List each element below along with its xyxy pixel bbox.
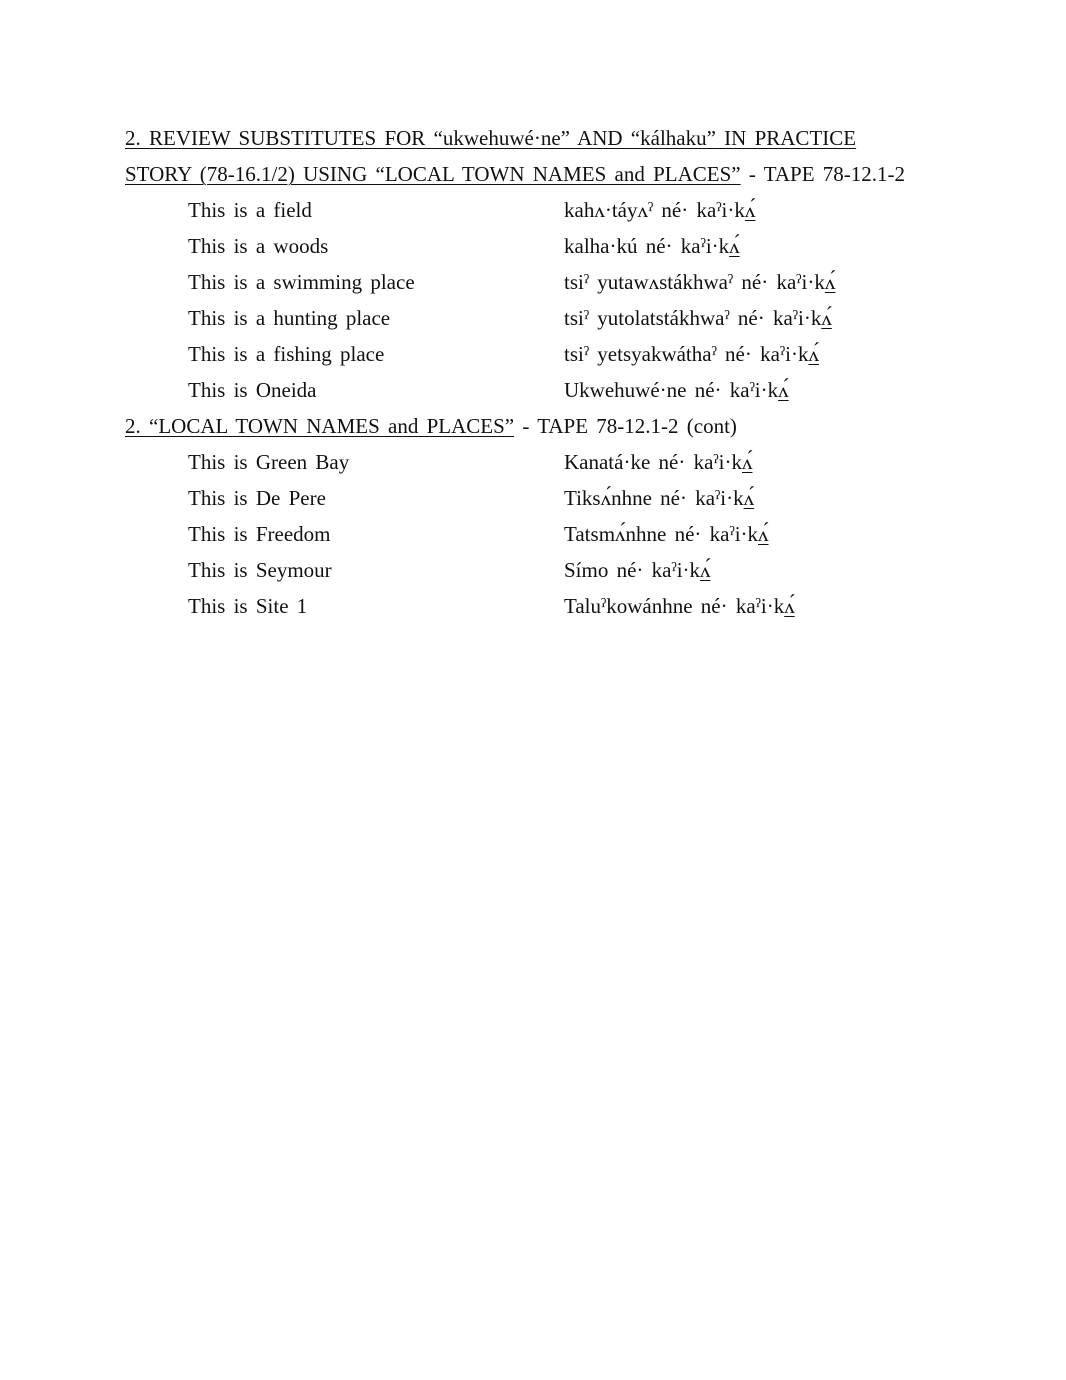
vocab-oneida-final-vowel: ʌ́ — [729, 234, 740, 258]
vocab-oneida-final-vowel: ʌ́ — [821, 306, 832, 330]
vocab-oneida-text: kahʌ·táyʌˀ né· kaˀi·k — [564, 198, 745, 222]
vocab-oneida-text: Ukwehuwé·ne né· kaˀi·k — [564, 378, 779, 402]
vocab-oneida — [564, 377, 789, 403]
section1-heading-line1 — [125, 125, 856, 151]
vocab-oneida-final-vowel: ʌ́ — [824, 270, 836, 294]
vocab-oneida — [564, 341, 819, 367]
vocab-oneida-final-vowel: ʌ́ — [808, 342, 819, 366]
vocab-oneida-text: tsiˀ yutawʌstákhwaˀ né· kaˀi·k — [564, 270, 825, 294]
vocab-oneida — [564, 269, 835, 295]
vocab-english: This is a swimming place — [188, 270, 415, 294]
vocab-oneida-final-vowel: ʌ́ — [758, 522, 769, 546]
vocab-english: This is a woods — [188, 234, 329, 258]
vocab-oneida-text: Kanatá·ke né· kaˀi·k — [564, 450, 742, 474]
vocab-english: This is Freedom — [188, 522, 331, 546]
section1-heading-line2 — [125, 161, 905, 187]
section1-heading-line2-rest: - TAPE 78-12.1-2 — [740, 162, 906, 186]
vocab-oneida-text: tsiˀ yetsyakwáthaˀ né· kaˀi·k — [564, 342, 809, 366]
vocab-oneida-text: tsiˀ yutolatstákhwaˀ né· kaˀi·k — [564, 306, 822, 330]
vocab-oneida — [564, 197, 755, 223]
vocab-english: This is Seymour — [188, 558, 332, 582]
vocab-oneida — [564, 485, 754, 511]
section1-heading-line1-text: 2. REVIEW SUBSTITUTES FOR “ukwehuwé·ne” AND “kálhaku” IN PRACTICE — [125, 126, 857, 150]
vocab-english: This is Green Bay — [188, 450, 350, 474]
vocab-oneida — [564, 233, 740, 259]
vocab-oneida-final-vowel: ʌ́ — [778, 378, 789, 402]
vocab-oneida-text: Símo né· kaˀi·k — [564, 558, 701, 582]
section1-heading-line2-underlined: STORY (78-16.1/2) USING “LOCAL TOWN NAMES and PLACES” — [125, 162, 741, 186]
section2-heading-rest: - TAPE 78-12.1-2 (cont) — [514, 414, 737, 438]
vocab-oneida — [564, 557, 711, 583]
vocab-english: This is De Pere — [188, 486, 326, 510]
vocab-oneida — [564, 305, 832, 331]
vocab-english: This is Site 1 — [188, 594, 308, 618]
vocab-english: This is a hunting place — [188, 306, 391, 330]
vocab-oneida-text: Taluˀkowánhne né· kaˀi·k — [564, 594, 785, 618]
section2-heading — [125, 413, 737, 439]
vocab-oneida-final-vowel: ʌ́ — [700, 558, 711, 582]
vocab-oneida — [564, 593, 795, 619]
vocab-oneida-final-vowel: ʌ́ — [744, 198, 756, 222]
vocab-english: This is Oneida — [188, 378, 317, 402]
vocab-english: This is a fishing place — [188, 342, 385, 366]
vocab-oneida-text: kalha·kú né· kaˀi·k — [564, 234, 730, 258]
vocab-english: This is a field — [188, 198, 312, 222]
vocab-oneida-final-vowel: ʌ́ — [743, 486, 755, 510]
vocab-oneida-text: Tiksʌ́nhne né· kaˀi·k — [564, 486, 744, 510]
vocab-oneida — [564, 449, 752, 475]
section2-heading-underlined: 2. “LOCAL TOWN NAMES and PLACES” — [125, 414, 515, 438]
vocab-oneida-final-vowel: ʌ́ — [741, 450, 753, 474]
vocab-oneida — [564, 521, 769, 547]
vocab-oneida-text: Tatsmʌ́nhne né· kaˀi·k — [564, 522, 759, 546]
vocab-oneida-final-vowel: ʌ́ — [784, 594, 795, 618]
